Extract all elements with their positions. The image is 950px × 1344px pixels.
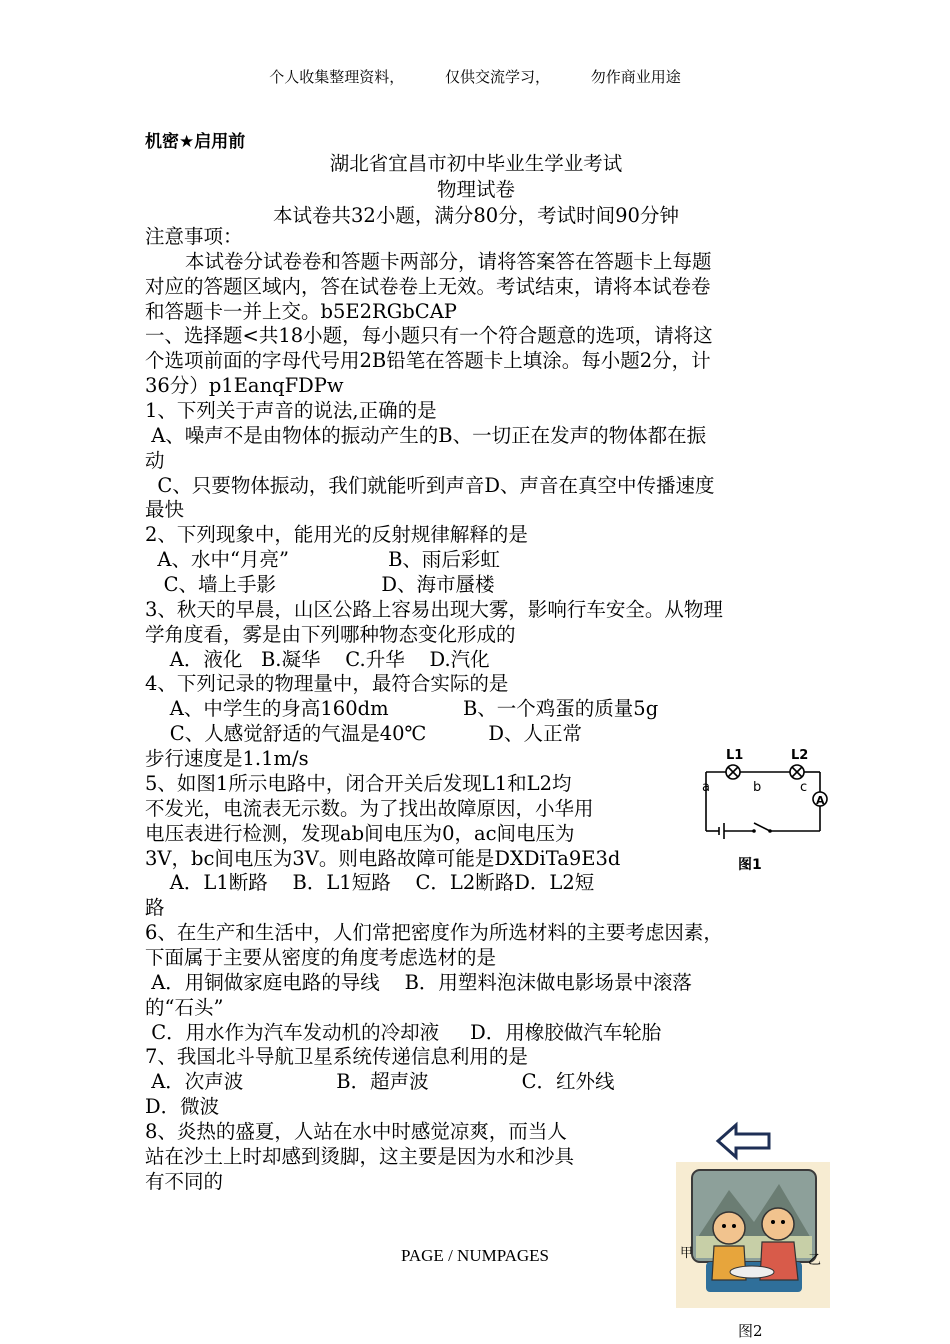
- body-line: A．L1断路 B．L1短路 C．L2断路D．L2短: [145, 871, 595, 895]
- body-line: 站在沙土上时却感到烫脚，这主要是因为水和沙具: [145, 1144, 575, 1168]
- exam-title: 湖北省宜昌市初中毕业生学业考试: [329, 152, 623, 175]
- body-line: 不发光，电流表无示数。为了找出故障原因，小华用: [145, 796, 594, 820]
- people-illustration: [674, 1160, 832, 1310]
- circuit-figure: [688, 737, 838, 879]
- body-line: 2、下列现象中，能用光的反射规律解释的是: [145, 523, 528, 547]
- body-line: 最快: [145, 498, 185, 522]
- header-part-2: 仅供交流学习，: [444, 68, 550, 86]
- header-part-1: 个人收集整理资料，: [269, 68, 405, 86]
- fig1-label-c: c: [800, 780, 808, 795]
- body-line: 36分）p1EanqFDPw: [145, 374, 344, 398]
- body-line: A、中学生的身高160dm B、一个鸡蛋的质量5g: [145, 697, 659, 721]
- left-arrow-icon: [714, 1120, 774, 1162]
- fig1-label-l1: L1: [726, 748, 744, 763]
- body-line: 和答题卡一并上交。b5E2RGbCAP: [145, 299, 457, 323]
- exam-subject: 物理试卷: [436, 178, 515, 201]
- body-line: 路: [145, 896, 165, 920]
- body-line: 一、选择题<共18小题，每小题只有一个符合题意的选项，请将这: [145, 324, 713, 348]
- body-line: A．用铜做家庭电路的导线 B．用塑料泡沫做电影场景中滚落: [145, 970, 692, 994]
- body-line: A．液化 B.凝华 C.升华 D.汽化: [145, 647, 490, 671]
- body-line: 注意事项：: [145, 225, 243, 248]
- body-line: 有不同的: [145, 1169, 224, 1193]
- body-line: A．次声波 B．超声波 C．红外线: [145, 1070, 615, 1094]
- body-line: 个选项前面的字母代号用2B铅笔在答题卡上填涂。每小题2分，计: [145, 349, 711, 373]
- body-line: D．微波: [145, 1095, 220, 1119]
- exam-info: 本试卷共32小题，满分80分，考试时间90分钟: [273, 204, 679, 227]
- body-line: 1、下列关于声音的说法,正确的是: [145, 399, 437, 423]
- fig1-label-b: b: [753, 780, 762, 795]
- body-line: 4、下列记录的物理量中，最符合实际的是: [145, 672, 509, 696]
- body-line: 本试卷分试卷卷和答题卡两部分，请将答案答在答题卡上每题: [185, 249, 712, 273]
- fig2-label-right: 乙: [808, 1253, 822, 1268]
- body-line: A、水中“月亮” B、雨后彩虹: [145, 548, 500, 572]
- body-line: 对应的答题区域内，答在试卷卷上无效。考试结束，请将本试卷卷: [145, 274, 711, 298]
- fig1-label-l2: L2: [791, 748, 809, 763]
- fig2-caption: 图2: [738, 1322, 763, 1340]
- page-header: [0, 66, 950, 87]
- body-line: C、人感觉舒适的气温是40℃ D、人正常: [145, 722, 582, 746]
- body-line: 6、在生产和生活中，人们常把密度作为所选材料的主要考虑因素，: [145, 921, 723, 945]
- body-line: 的“石头”: [145, 995, 224, 1019]
- body-line: 步行速度是1.1m/s: [145, 747, 309, 771]
- body-line: C、只要物体振动，我们就能听到声音D、声音在真空中传播速度: [145, 473, 715, 497]
- fig1-caption: 图1: [738, 857, 762, 873]
- body-line: 电压表进行检测，发现ab间电压为0，ac间电压为: [145, 821, 575, 845]
- body-line: 3V，bc间电压为3V。则电路故障可能是DXDiTa9E3d: [145, 846, 621, 870]
- page-footer: PAGE / NUMPAGES: [400, 1246, 549, 1265]
- fig1-label-a: a: [702, 780, 710, 795]
- secret-label: 机密★启用前: [145, 132, 246, 152]
- body-line: A、噪声不是由物体的振动产生的B、一切正在发声的物体都在振: [145, 423, 707, 447]
- body-line: 学角度看，雾是由下列哪种物态变化形成的: [145, 622, 516, 646]
- fig2-label-left: 甲: [680, 1246, 694, 1261]
- body-line: 8、炎热的盛夏，人站在水中时感觉凉爽，而当人: [145, 1119, 567, 1143]
- body-line: C、墙上手影 D、海市蜃楼: [145, 573, 495, 597]
- body-line: 动: [145, 448, 165, 472]
- body-line: 7、我国北斗导航卫星系统传递信息利用的是: [145, 1045, 528, 1069]
- body-line: 3、秋天的早晨，山区公路上容易出现大雾，影响行车安全。从物理: [145, 597, 723, 621]
- ammeter-icon: A: [816, 794, 825, 807]
- header-part-3: 勿作商业用途: [590, 68, 681, 86]
- body-line: 下面属于主要从密度的角度考虑选材的是: [145, 945, 497, 969]
- body-line: C．用水作为汽车发动机的冷却液 D．用橡胶做汽车轮胎: [145, 1020, 662, 1044]
- body-line: 5、如图1所示电路中，闭合开关后发现L1和L2均: [145, 771, 572, 795]
